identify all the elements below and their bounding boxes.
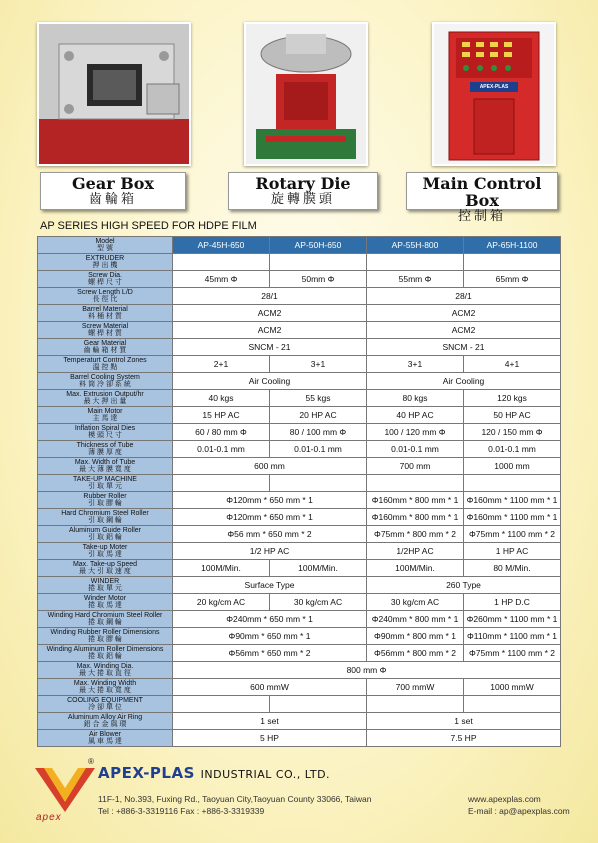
row-label (38, 390, 173, 407)
row-label-en: Screw Dia. (88, 272, 122, 279)
table-cell: Air Cooling (173, 373, 367, 390)
table-cell: Φ56 mm * 650 mm * 2 (173, 526, 367, 543)
table-cell: Φ120mm * 650 mm * 1 (173, 509, 367, 526)
row-label-cn: 捲 取 馬 達 (88, 602, 122, 609)
table-cell: Surface Type (173, 577, 367, 594)
table-row (38, 441, 561, 458)
table-row (38, 390, 561, 407)
table-row (38, 713, 561, 730)
table-cell: 700 mm (367, 458, 464, 475)
row-label (38, 475, 173, 492)
table-cell-empty (464, 254, 561, 271)
table-cell: 100M/Min. (367, 560, 464, 577)
row-label (38, 526, 173, 543)
control-box-badge: APEX-PLAS (479, 84, 509, 90)
table-row (38, 424, 561, 441)
row-label (38, 458, 173, 475)
row-label (38, 288, 173, 305)
caption-subtitle: 控制箱 (457, 209, 506, 224)
table-row (38, 339, 561, 356)
table-cell-empty (270, 475, 367, 492)
row-label (38, 322, 173, 339)
table-row (38, 543, 561, 560)
row-label (38, 305, 173, 322)
row-label (38, 424, 173, 441)
row-label-cn: 型 號 (97, 245, 113, 252)
company-address: 11F-1, No.393, Fuxing Rd., Taoyuan City,Taoyuan County 33066, Taiwan (98, 794, 372, 804)
table-cell: 50mm Φ (270, 271, 367, 288)
table-cell: Φ160mm * 1100 mm * 1 (464, 492, 561, 509)
table-cell-empty (367, 254, 464, 271)
caption-subtitle: 齒輪箱 (88, 192, 137, 207)
table-cell: ACM2 (173, 322, 367, 339)
row-label-cn: 引 取 鋼 輪 (88, 517, 122, 524)
table-cell: Φ240mm * 800 mm * 1 (367, 611, 464, 628)
row-label (38, 730, 173, 747)
row-label-cn: 溫 控 點 (92, 364, 118, 371)
table-cell-empty (270, 254, 367, 271)
table-cell: Φ260mm * 1100 mm * 1 (464, 611, 561, 628)
website-link[interactable]: www.apexplas.com (468, 794, 541, 804)
table-cell: Φ56mm * 800 mm * 2 (367, 645, 464, 662)
rotary-die-caption (228, 172, 378, 210)
row-label-en: Screw Material (81, 323, 129, 330)
row-label-en: Barrel Material (82, 306, 128, 313)
table-row (38, 305, 561, 322)
table-row (38, 730, 561, 747)
table-cell: 80 kgs (367, 390, 464, 407)
table-row (38, 509, 561, 526)
row-label-en: Take-up Moter (82, 544, 128, 551)
row-label-en: Main Motor (87, 408, 123, 415)
table-cell: 15 HP AC (173, 407, 270, 424)
company-name (98, 764, 330, 782)
table-row (38, 696, 561, 713)
table-row (38, 594, 561, 611)
table-row (38, 526, 561, 543)
row-label (38, 611, 173, 628)
table-row (38, 475, 561, 492)
table-cell: 4+1 (464, 356, 561, 373)
table-cell: Φ160mm * 1100 mm * 1 (464, 509, 561, 526)
table-cell: Φ75mm * 1100 mm * 2 (464, 645, 561, 662)
table-row (38, 356, 561, 373)
main-control-box-photo (432, 22, 556, 166)
table-cell: 1000 mmW (464, 679, 561, 696)
company-brand: APEX-PLAS (98, 764, 195, 782)
row-label (38, 407, 173, 424)
row-label-en: Max. Winding Width (73, 680, 137, 687)
row-label-en: Max. Width of Tube (74, 459, 136, 466)
row-label-en: Thickness of Tube (76, 442, 134, 449)
row-label-en: Winder Motor (83, 595, 126, 602)
table-cell: Air Cooling (367, 373, 561, 390)
row-label (38, 356, 173, 373)
table-cell-empty (464, 696, 561, 713)
table-cell: 40 HP AC (367, 407, 464, 424)
row-label-cn: 最 大 引 取 速 度 (79, 568, 131, 575)
model-column-header: AP-55H-800 (367, 237, 464, 254)
row-label (38, 628, 173, 645)
table-cell: 120 kgs (464, 390, 561, 407)
row-label-en: Screw Length L/D (77, 289, 133, 296)
table-cell: 45mm Φ (173, 271, 270, 288)
table-cell: 55mm Φ (367, 271, 464, 288)
table-cell: SNCM - 21 (173, 339, 367, 356)
table-cell-empty (270, 696, 367, 713)
row-label-en: Air Blower (89, 731, 121, 738)
table-cell-empty (173, 475, 270, 492)
row-label-cn: 捲 取 膠 輪 (88, 636, 122, 643)
row-label-cn: 模 頭 尺 寸 (88, 432, 122, 439)
row-label-cn: 螺 桿 尺 寸 (88, 279, 122, 286)
caption-title: Rotary Die (255, 174, 351, 193)
table-cell: 20 HP AC (270, 407, 367, 424)
table-cell: 1 set (367, 713, 561, 730)
main-control-box-caption (406, 172, 558, 224)
table-cell: 55 kgs (270, 390, 367, 407)
table-cell: 1 HP D.C (464, 594, 561, 611)
row-label-en: Max. Extrusion Output/hr (66, 391, 144, 398)
rotary-die-photo (244, 22, 368, 166)
table-row (38, 628, 561, 645)
gear-box-caption (40, 172, 186, 210)
row-label (38, 509, 173, 526)
caption-subtitle: 旋轉膜頭 (270, 192, 335, 207)
row-label-cn: 薄 膜 厚 度 (88, 449, 122, 456)
table-cell: 28/1 (173, 288, 367, 305)
row-label (38, 679, 173, 696)
row-label-en: Gear Material (83, 340, 127, 347)
table-cell: 40 kgs (173, 390, 270, 407)
row-label-cn: 最 大 薄 膜 寬 度 (79, 466, 131, 473)
row-label (38, 696, 173, 713)
company-suffix: INDUSTRIAL CO., LTD. (200, 768, 331, 781)
table-row (38, 322, 561, 339)
table-cell: Φ160mm * 800 mm * 1 (367, 492, 464, 509)
row-label-cn: 最 大 捲 取 直 徑 (79, 670, 131, 677)
model-column-header: AP-45H-650 (173, 237, 270, 254)
table-cell-empty (173, 696, 270, 713)
row-label-cn: 捲 取 單 元 (88, 585, 122, 592)
table-cell: 100M/Min. (270, 560, 367, 577)
table-cell: 20 kg/cm AC (173, 594, 270, 611)
table-cell: ACM2 (367, 322, 561, 339)
caption-title: Gear Box (72, 174, 154, 193)
table-cell: Φ120mm * 650 mm * 1 (173, 492, 367, 509)
table-cell: 600 mmW (173, 679, 367, 696)
table-row (38, 373, 561, 390)
row-label (38, 339, 173, 356)
table-cell: Φ56mm * 650 mm * 2 (173, 645, 367, 662)
table-cell: Φ75mm * 1100 mm * 2 (464, 526, 561, 543)
row-label-cn: 冷 卻 單 位 (88, 704, 122, 711)
row-label-cn: 引 取 膠 輪 (88, 500, 122, 507)
row-label-en: Rubber Roller (83, 493, 127, 500)
row-label (38, 662, 173, 679)
row-label (38, 441, 173, 458)
row-label-en: TAKE-UP MACHINE (73, 476, 137, 483)
table-row (38, 560, 561, 577)
table-cell: 2+1 (173, 356, 270, 373)
table-header-row (38, 237, 561, 254)
table-cell-empty (367, 696, 464, 713)
table-row (38, 271, 561, 288)
caption-title: Main Control Box (422, 174, 542, 210)
row-label-cn: 引 取 單 元 (88, 483, 122, 490)
row-label-cn: 捲 取 鋼 輪 (88, 619, 122, 626)
row-label-cn: 最 大 押 出 量 (83, 398, 127, 405)
row-label-cn: 引 取 馬 達 (88, 551, 122, 558)
table-row (38, 458, 561, 475)
row-label-cn: 齒 輪 箱 材 質 (83, 347, 127, 354)
table-cell: 80 / 100 mm Φ (270, 424, 367, 441)
row-label (38, 237, 173, 254)
row-label (38, 594, 173, 611)
table-cell: 30 kg/cm AC (367, 594, 464, 611)
table-cell: 0.01-0.1 mm (270, 441, 367, 458)
table-cell: 0.01-0.1 mm (173, 441, 270, 458)
table-row (38, 288, 561, 305)
table-cell: ACM2 (367, 305, 561, 322)
table-cell: 100M/Min. (173, 560, 270, 577)
table-cell: 1/2 HP AC (173, 543, 367, 560)
row-label-cn: 風 車 馬 達 (88, 738, 122, 745)
row-label-en: Temperaturt Control Zones (63, 357, 147, 364)
table-row (38, 679, 561, 696)
model-column-header: AP-65H-1100 (464, 237, 561, 254)
table-row (38, 645, 561, 662)
table-cell: 0.01-0.1 mm (464, 441, 561, 458)
company-phone: Tel : +886-3-3319116 Fax : +886-3-3319339 (98, 806, 265, 816)
row-label-en: Aluminum Guide Roller (69, 527, 141, 534)
table-cell: Φ90mm * 800 mm * 1 (367, 628, 464, 645)
table-cell: Φ110mm * 1100 mm * 1 (464, 628, 561, 645)
table-row (38, 407, 561, 424)
table-cell: Φ75mm * 800 mm * 2 (367, 526, 464, 543)
table-row (38, 611, 561, 628)
table-cell: 700 mmW (367, 679, 464, 696)
table-cell-empty (367, 475, 464, 492)
row-label (38, 373, 173, 390)
logo-wordmark: apex (36, 812, 62, 823)
row-label-en: COOLING EQUIPMENT (67, 697, 143, 704)
table-cell: 100 / 120 mm Φ (367, 424, 464, 441)
apex-logo (30, 760, 100, 820)
table-row (38, 662, 561, 679)
table-cell: 50 HP AC (464, 407, 561, 424)
table-cell: 600 mm (173, 458, 367, 475)
table-row (38, 577, 561, 594)
table-cell: 65mm Φ (464, 271, 561, 288)
model-column-header: AP-50H-650 (270, 237, 367, 254)
table-cell: 3+1 (367, 356, 464, 373)
row-label-en: Hard Chromium Steel Roller (61, 510, 149, 517)
table-row (38, 254, 561, 271)
row-label (38, 577, 173, 594)
table-cell: ACM2 (173, 305, 367, 322)
row-label-cn: 鋁 合 金 風 環 (83, 721, 127, 728)
email-link[interactable]: E-mail : ap@apexplas.com (468, 806, 570, 816)
table-cell: 260 Type (367, 577, 561, 594)
table-cell: Φ240mm * 650 mm * 1 (173, 611, 367, 628)
table-cell: 28/1 (367, 288, 561, 305)
row-label-cn: 押 出 機 (92, 262, 118, 269)
table-cell: 60 / 80 mm Φ (173, 424, 270, 441)
row-label (38, 645, 173, 662)
table-cell: Φ160mm * 800 mm * 1 (367, 509, 464, 526)
table-cell: 800 mm Φ (173, 662, 561, 679)
row-label-en: Aluminum Alloy Air Ring (67, 714, 143, 721)
table-cell: 7.5 HP (367, 730, 561, 747)
table-row (38, 492, 561, 509)
row-label (38, 254, 173, 271)
table-cell: 30 kg/cm AC (270, 594, 367, 611)
row-label-cn: 主 馬 達 (92, 415, 118, 422)
table-cell: 1000 mm (464, 458, 561, 475)
table-cell: 1 HP AC (464, 543, 561, 560)
gear-box-photo (37, 22, 191, 166)
table-cell: 120 / 150 mm Φ (464, 424, 561, 441)
row-label-en: Max. Winding Dia. (76, 663, 134, 670)
row-label-cn: 螺 桿 材 質 (88, 330, 122, 337)
row-label-cn: 最 大 捲 取 寬 度 (79, 687, 131, 694)
table-cell: 0.01-0.1 mm (367, 441, 464, 458)
row-label-en: EXTRUDER (85, 255, 125, 262)
table-cell: 1/2HP AC (367, 543, 464, 560)
row-label-cn: 捲 取 鋁 輪 (88, 653, 122, 660)
row-label (38, 560, 173, 577)
table-cell: Φ90mm * 650 mm * 1 (173, 628, 367, 645)
row-label-en: WINDER (90, 578, 120, 585)
table-cell: 80 M/Min. (464, 560, 561, 577)
table-cell: 1 set (173, 713, 367, 730)
row-label (38, 543, 173, 560)
table-cell-empty (173, 254, 270, 271)
row-label (38, 492, 173, 509)
row-label-cn: 料 筒 冷 卻 系 統 (79, 381, 131, 388)
row-label-en: Winding Rubber Roller Dimensions (50, 629, 160, 636)
row-label-cn: 料 桶 材 質 (88, 313, 122, 320)
row-label-en: Model (95, 238, 115, 245)
table-cell: SNCM - 21 (367, 339, 561, 356)
row-label-en: Inflation Spiral Dies (74, 425, 136, 432)
section-title: AP SERIES HIGH SPEED FOR HDPE FILM (40, 220, 257, 232)
row-label-cn: 引 取 鋁 輪 (88, 534, 122, 541)
table-cell-empty (464, 475, 561, 492)
row-label-en: Barrel Cooling System (70, 374, 140, 381)
registered-mark: ® (88, 757, 94, 766)
row-label-en: Winding Aluminum Roller Dimensions (46, 646, 164, 653)
row-label (38, 713, 173, 730)
row-label-en: Winding Hard Chromium Steel Roller (47, 612, 163, 619)
row-label-en: Max. Take-up Speed (72, 561, 138, 568)
table-cell: 5 HP (173, 730, 367, 747)
row-label-cn: 長 徑 比 (92, 296, 118, 303)
row-label (38, 271, 173, 288)
spec-table (37, 236, 561, 747)
table-cell: 3+1 (270, 356, 367, 373)
